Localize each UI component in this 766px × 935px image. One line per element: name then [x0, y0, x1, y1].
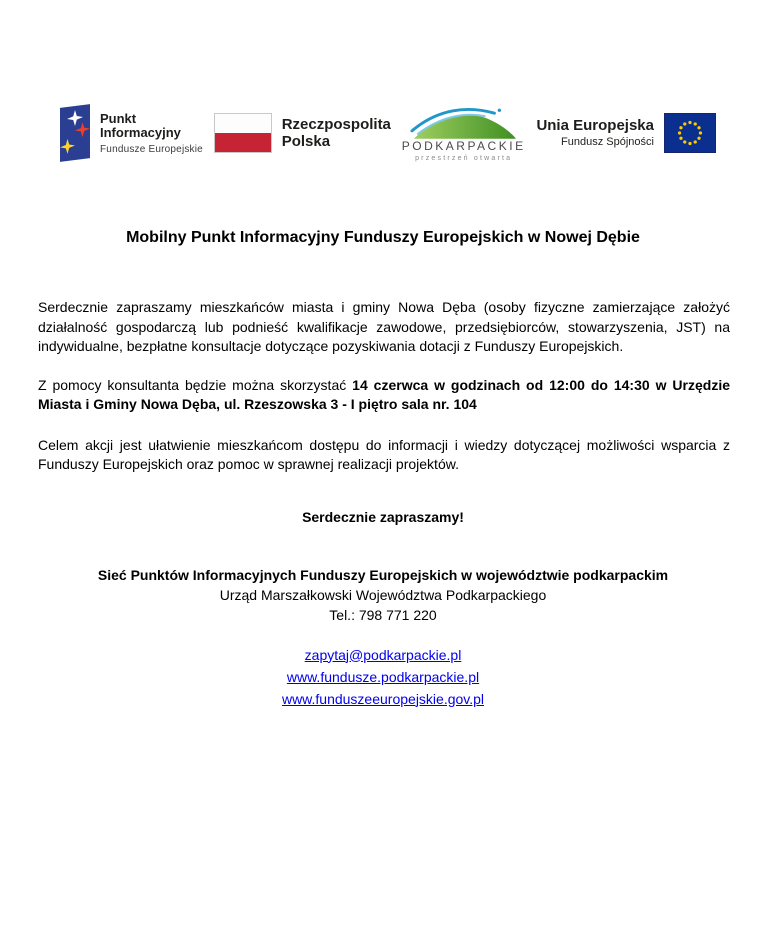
podkarpackie-name: PODKARPACKIE [401, 138, 526, 153]
funduszeeuropejskie-link[interactable]: www.funduszeeuropejskie.gov.pl [281, 690, 485, 707]
contact-block [0, 565, 766, 625]
eu-flag-icon [664, 113, 716, 153]
contact-network: Sieć Punktów Informacyjnych Funduszy Europejskich w województwie podkarpackim [97, 566, 669, 583]
logo-band [60, 100, 716, 166]
logo-punkt-informacyjny [60, 106, 203, 160]
unia-europejska-label [536, 118, 654, 148]
polish-flag-icon [214, 113, 272, 153]
podkarpackie-tagline: przestrzeń otwarta [415, 154, 513, 162]
european-funds-flag-icon [60, 104, 90, 162]
podkarpackie-emblem-icon [410, 105, 518, 141]
paragraph-invitation: Serdecznie zapraszamy mieszkańców miasta i gminy Nowa Dęba (osoby fizyczne zamierzające założyć działalność gospodarczą lub podnieść kwalifikacje zawodowe, przedsiębiorców, stowarzyszenia, JST) na indywidualne, bezpłatne konsultacje dotyczące pozyskiwania dotacji z Funduszy Europejskich. [38, 299, 730, 354]
star-icon [60, 138, 75, 155]
fundusze-podkarpackie-link[interactable]: www.fundusze.podkarpackie.pl [286, 668, 480, 685]
links-block [0, 644, 766, 710]
page-title: Mobilny Punkt Informacyjny Funduszy Europejskich w Nowej Dębie [126, 229, 640, 246]
star-icon [75, 121, 90, 138]
closing-line: Serdecznie zapraszamy! [302, 508, 464, 525]
punkt-informacyjny-title-line1: Punkt [100, 110, 137, 126]
punkt-informacyjny-title-line2: Informacyjny [100, 124, 181, 140]
paragraph-purpose: Celem akcji jest ułatwienie mieszkańcom dostępu do informacji i wiedzy dotyczącej możliwości wsparcia z Funduszy Europejskich oraz pomoc w sprawnej realizacji projektów. [38, 436, 730, 472]
logo-podkarpackie [402, 105, 526, 162]
contact-office: Urząd Marszałkowski Województwa Podkarpackiego [219, 586, 547, 603]
logo-rzeczpospolita-polska [214, 113, 391, 153]
schedule-details: 14 czerwca w godzinach od 12:00 do 14:30 w Urzędzie Miasta i Gminy Nowa Dęba, ul. Rzeszowska 3 - I piętro sala nr. 104 [38, 376, 730, 412]
body-text [38, 298, 730, 475]
ue-label-line2: Fundusz Spójności [561, 136, 654, 148]
email-link[interactable]: zapytaj@podkarpackie.pl [304, 646, 462, 663]
schedule-intro: Z pomocy konsultanta będzie można skorzystać [38, 376, 353, 393]
rzeczpospolita-polska-label [282, 116, 391, 150]
punkt-informacyjny-subtitle: Fundusze Europejskie [100, 143, 203, 155]
punkt-informacyjny-label [100, 112, 203, 155]
contact-phone: Tel.: 798 771 220 [329, 606, 437, 623]
rp-label-line2: Polska [281, 133, 331, 150]
paragraph-schedule [38, 376, 730, 415]
ue-label-line1: Unia Europejska [536, 117, 654, 134]
logo-unia-europejska [536, 113, 716, 153]
rp-label-line1: Rzeczpospolita [281, 116, 391, 133]
